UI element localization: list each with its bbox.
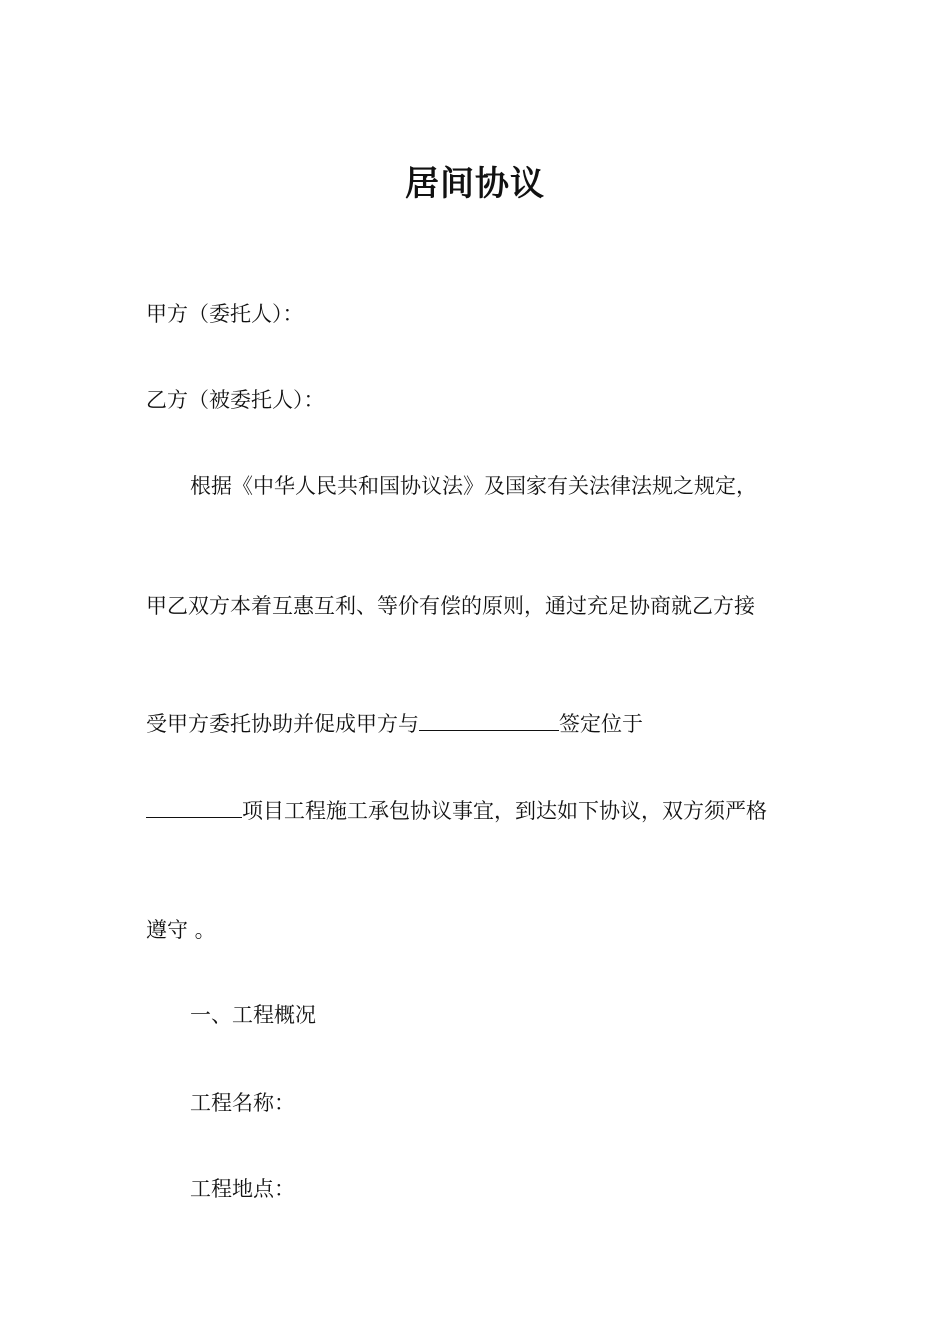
preamble-line-3-text-after: 签定位于 xyxy=(559,712,643,736)
counterparty-blank-field[interactable] xyxy=(419,710,559,731)
party-a-label: 甲方（委托人）： xyxy=(146,302,304,326)
project-name-label: 工程名称： xyxy=(190,1091,295,1115)
preamble-line-2: 甲乙双方本着互惠互利、等价有偿的原则，通过充足协商就乙方接 xyxy=(146,594,755,618)
preamble-line-3 xyxy=(146,708,643,738)
party-b-label: 乙方（被委托人）： xyxy=(146,388,325,412)
section-1-heading: 一、工程概况 xyxy=(190,1003,316,1027)
preamble-line-4-text: 项目工程施工承包协议事宜，到达如下协议，双方须严格 xyxy=(242,799,767,823)
preamble-line-4 xyxy=(146,795,767,825)
preamble-line-5: 遵守 。 xyxy=(146,918,216,942)
location-blank-field[interactable] xyxy=(146,797,242,818)
project-location-label: 工程地点： xyxy=(190,1177,295,1201)
preamble-line-3-text-before: 受甲方委托协助并促成甲方与 xyxy=(146,712,419,736)
document-title: 居间协议 xyxy=(405,164,545,204)
preamble-line-1: 根据《中华人民共和国协议法》及国家有关法律法规之规定， xyxy=(190,474,757,498)
